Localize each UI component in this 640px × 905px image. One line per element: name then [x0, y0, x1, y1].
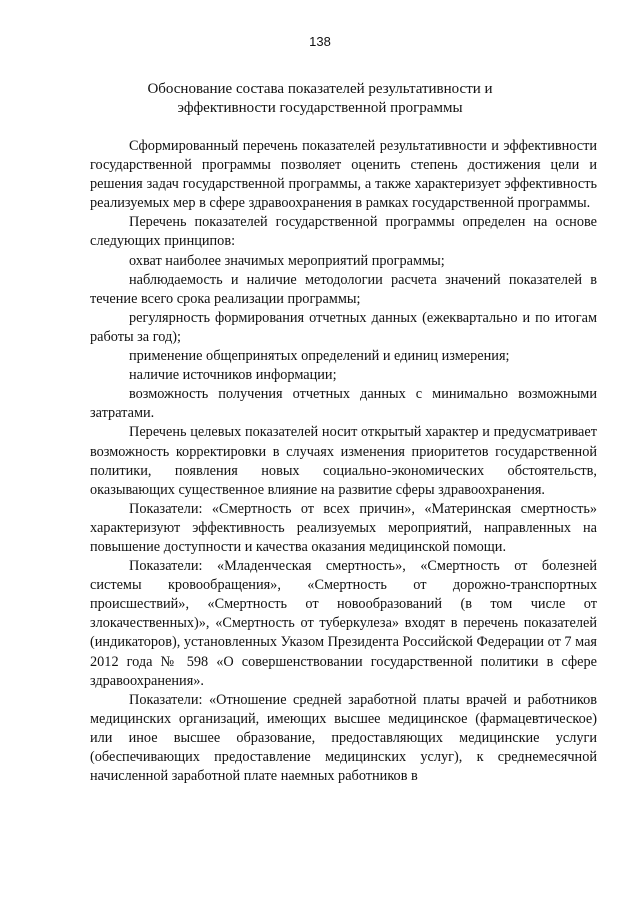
paragraph-principles-lead: Перечень показателей государственной программы определен на основе следующих принципов:	[90, 214, 597, 250]
page-number: 138	[309, 34, 331, 49]
paragraph-intro: Сформированный перечень показателей результативности и эффективности государственной программы позволяет оценить степень достижения цели и решения задач государственной программы, а также характеризует эффективность реализуемых мер в сфере здравоохранения в рамках государственной программы.	[90, 138, 597, 212]
paragraph-decree-indicators: Показатели: «Младенческая смертность», «Смертность от болезней системы кровообращения», «Смертность от дорожно-транспортных происшествий», «Смертность от новообразований (в том числе от злокачественных)», «Смертность от туберкулеза» входят в перечень показателей (индикаторов), установленных Указом Президента Российской Федерации от 7 мая 2012 года № 598 «О совершенствовании государственной политики в сфере здравоохранения».	[90, 558, 598, 689]
list-item: регулярность формирования отчетных данных (ежеквартально и по итогам работы за год);	[90, 309, 597, 345]
paragraph-salary-indicators: Показатели: «Отношение средней заработной платы врачей и работников медицинских организаций, имеющих высшее медицинское (фармацевтическое) или иное высшее образование, предоставляющих медицинские услуги (обеспечивающих предоставление медицинских услуг), к среднемесячной начисленной заработной плате наемных работников в	[90, 691, 597, 785]
paragraph-open-list: Перечень целевых показателей носит открытый характер и предусматривает возможность корректировки в случаях изменения приоритетов государственной политики, появления новых социально-экономических обстоятельств, оказывающих существенное влияние на развитие сферы здравоохранения.	[90, 424, 597, 498]
paragraph-mortality-indicators: Показатели: «Смертность от всех причин», «Материнская смертность» характеризуют эффективность реализуемых мероприятий, направленных на повышение доступности и качества оказания медицинской помощи.	[90, 500, 597, 555]
list-item: охват наиболее значимых мероприятий программы;	[129, 252, 445, 269]
section-title: Обоснование состава показателей результативности и эффективности государственной программы	[147, 81, 493, 116]
list-item: применение общепринятых определений и единиц измерения;	[129, 348, 510, 365]
list-item: наличие источников информации;	[129, 367, 337, 384]
list-item: возможность получения отчетных данных с минимально возможными затратами.	[90, 386, 597, 422]
document-body	[90, 137, 597, 786]
list-item: наблюдаемость и наличие методологии расчета значений показателей в течение всего срока реализации программы;	[90, 271, 597, 307]
